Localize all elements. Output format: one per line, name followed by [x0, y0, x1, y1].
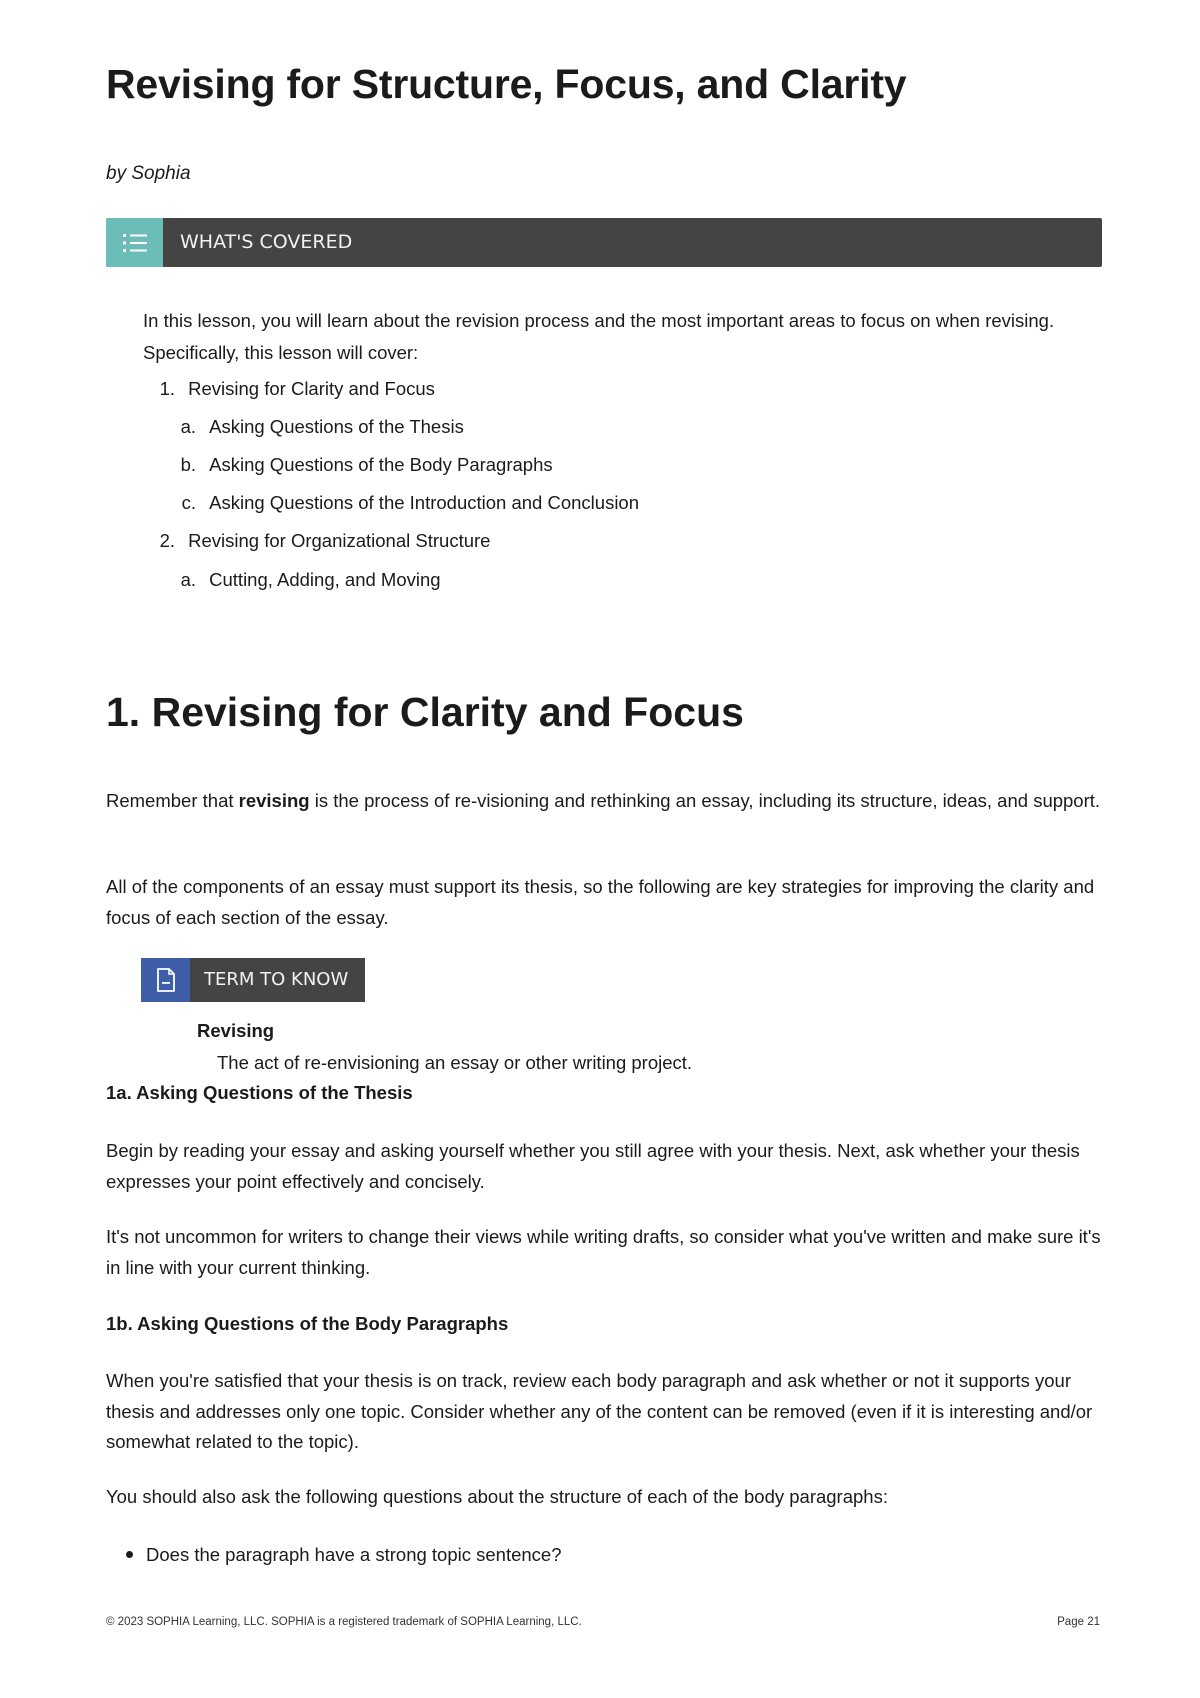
bullet-text: Does the paragraph have a strong topic sentence?: [146, 1544, 562, 1565]
outline-text: Revising for Organizational Structure: [188, 530, 491, 551]
outline-item-1: [155, 375, 435, 403]
outline-marker: c.: [181, 492, 196, 513]
section1b-paragraph-2: You should also ask the following questions about the structure of each of the body paragraphs:: [106, 1486, 888, 1507]
section1a-paragraph-1: Begin by reading your essay and asking yourself whether you still agree with your thesis. Next, ask whether your thesis expresses your point effectively and concisely.: [106, 1140, 1080, 1192]
whats-covered-label: WHAT'S COVERED: [180, 231, 353, 253]
outline-marker: 2.: [159, 530, 175, 551]
page-title: Revising for Structure, Focus, and Clarity: [106, 61, 907, 107]
section1b-paragraph-1: When you're satisfied that your thesis is on track, review each body paragraph and ask whether or not it supports your thesis and addresses only one topic. Consider whether any of the content can be removed (even if it is interesting and/or somewhat related to the topic).: [106, 1370, 1093, 1452]
section1-paragraph-2: All of the components of an essay must support its thesis, so the following are key strategies for improving the clarity and focus of each section of the essay.: [106, 876, 1095, 928]
term-word: Revising: [197, 1020, 275, 1041]
paragraph-text: is the process of re-visioning and rethinking an essay, including its structure, ideas, and support.: [309, 790, 1101, 811]
outline-text: Asking Questions of the Body Paragraphs: [209, 454, 553, 475]
footer-copyright: © 2023 SOPHIA Learning, LLC. SOPHIA is a registered trademark of SOPHIA Learning, LLC.: [106, 1616, 582, 1628]
document-icon: [156, 968, 176, 992]
section-heading-1b: 1b. Asking Questions of the Body Paragraphs: [106, 1313, 509, 1334]
section-heading-1: 1. Revising for Clarity and Focus: [106, 689, 744, 735]
outline-text: Asking Questions of the Thesis: [209, 416, 464, 437]
section1a-paragraph-2: It's not uncommon for writers to change their views while writing drafts, so consider what you've written and make sure it's in line with your current thinking.: [106, 1226, 1101, 1278]
term-definition: The act of re-envisioning an essay or other writing project.: [217, 1052, 693, 1073]
section-heading-1a: 1a. Asking Questions of the Thesis: [106, 1082, 413, 1103]
outline-marker: 1.: [159, 378, 175, 399]
outline-marker: b.: [180, 454, 196, 475]
term-icon-box: [141, 958, 190, 1002]
whats-covered-icon-box: [106, 218, 163, 267]
term-to-know-banner: [141, 958, 365, 1002]
author-byline: by Sophia: [106, 163, 191, 184]
outline-marker: a.: [180, 416, 196, 437]
outline-text: Asking Questions of the Introduction and Conclusion: [209, 492, 640, 513]
bullet-list-item: [126, 1542, 562, 1568]
outline-marker: a.: [180, 569, 196, 590]
outline-text: Revising for Clarity and Focus: [188, 378, 435, 399]
paragraph-text: Remember that: [106, 790, 239, 811]
bold-term: revising: [238, 790, 310, 811]
outline-item-2a: [176, 566, 441, 594]
outline-item-1c: [176, 489, 639, 517]
list-icon: [122, 231, 148, 255]
whats-covered-intro-text: In this lesson, you will learn about the revision process and the most important areas to focus on when revising. Specifically, this lesson will cover:: [143, 310, 1055, 363]
outline-item-2: [155, 527, 490, 555]
outline-item-1a: [176, 413, 464, 441]
section1-paragraph-1: [106, 786, 1106, 817]
term-to-know-label: TERM TO KNOW: [204, 969, 349, 990]
footer-page-number: Page 21: [1057, 1616, 1100, 1628]
whats-covered-intro: [143, 305, 1083, 369]
outline-item-1b: [176, 451, 553, 479]
whats-covered-banner: [106, 218, 1102, 267]
bullet-icon: [126, 1551, 133, 1558]
outline-text: Cutting, Adding, and Moving: [209, 569, 441, 590]
